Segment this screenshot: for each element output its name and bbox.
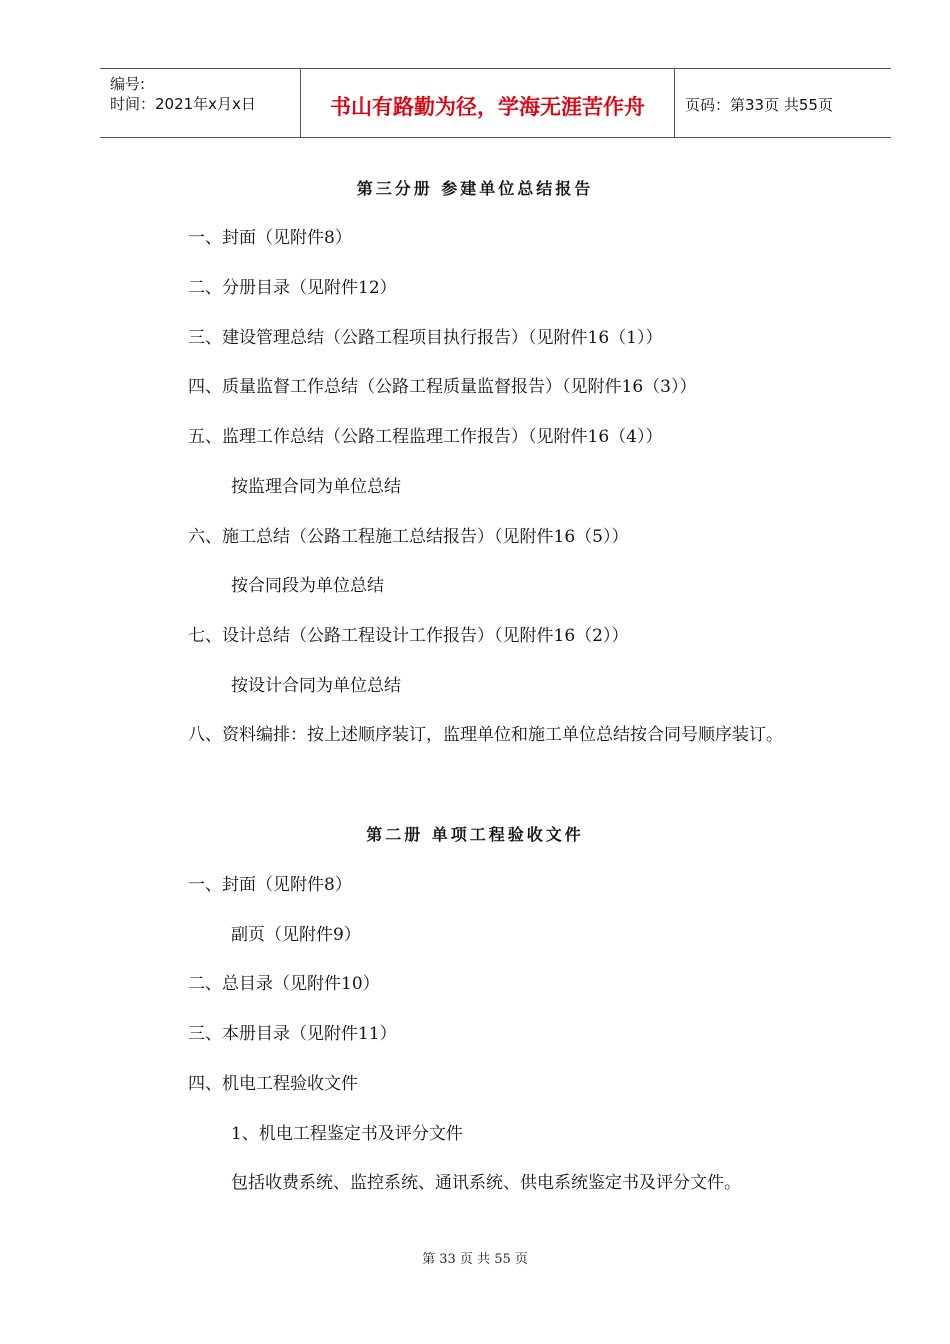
header-page-info: 页码：第33页 共55页 bbox=[685, 96, 833, 114]
date-label: 时间：2021年x月x日 bbox=[110, 95, 256, 113]
page-footer: 第 33 页 共 55 页 bbox=[422, 1252, 528, 1267]
list-subitem: 按设计合同为单位总结 bbox=[231, 676, 401, 696]
code-label: 编号: bbox=[110, 75, 146, 93]
list-subitem: 1、机电工程鉴定书及评分文件 bbox=[231, 1124, 463, 1144]
list-item: 七、设计总结（公路工程设计工作报告）（见附件16（2）） bbox=[188, 626, 629, 646]
header-right-cell bbox=[675, 69, 891, 137]
list-item: 三、建设管理总结（公路工程项目执行报告）（见附件16（1）） bbox=[188, 328, 663, 348]
list-item: 一、封面（见附件8） bbox=[188, 875, 352, 895]
list-item: 二、分册目录（见附件12） bbox=[188, 278, 397, 298]
header-left-cell bbox=[100, 69, 301, 137]
page-header bbox=[100, 68, 891, 138]
list-item: 二、总目录（见附件10） bbox=[188, 974, 380, 994]
section2-title: 第二册 单项工程验收文件 bbox=[366, 825, 584, 844]
list-subitem: 按监理合同为单位总结 bbox=[231, 477, 401, 497]
list-subitem: 副页（见附件9） bbox=[231, 925, 361, 945]
list-subitem: 按合同段为单位总结 bbox=[231, 576, 384, 596]
list-item: 四、机电工程验收文件 bbox=[188, 1074, 358, 1094]
header-motto: 书山有路勤为径，学海无涯苦作舟 bbox=[330, 95, 645, 119]
list-item: 四、质量监督工作总结（公路工程质量监督报告）（见附件16（3）） bbox=[188, 377, 697, 397]
list-item: 六、施工总结（公路工程施工总结报告）（见附件16（5）） bbox=[188, 527, 629, 547]
section3-title: 第三分册 参建单位总结报告 bbox=[356, 179, 594, 198]
header-motto-cell bbox=[301, 69, 675, 137]
list-item: 一、封面（见附件8） bbox=[188, 228, 352, 248]
list-item: 五、监理工作总结（公路工程监理工作报告）（见附件16（4）） bbox=[188, 427, 663, 447]
list-subitem: 包括收费系统、监控系统、通讯系统、供电系统鉴定书及评分文件。 bbox=[231, 1173, 741, 1193]
list-item: 三、本册目录（见附件11） bbox=[188, 1024, 397, 1044]
list-item: 八、资料编排：按上述顺序装订，监理单位和施工单位总结按合同号顺序装订。 bbox=[188, 725, 783, 745]
